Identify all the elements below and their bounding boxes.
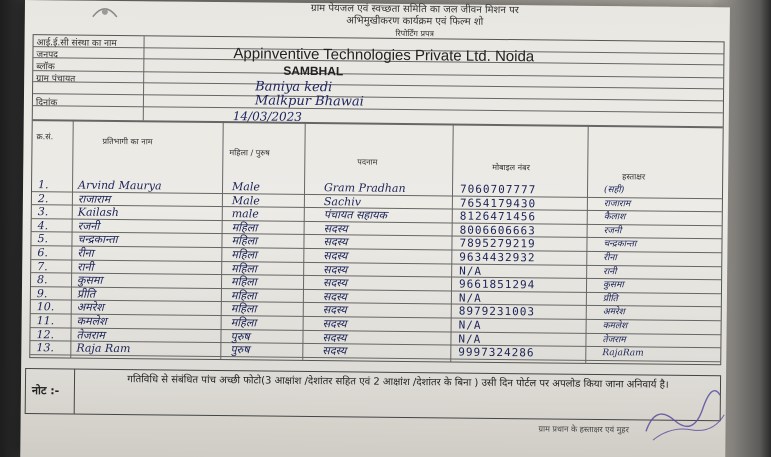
col-gender: महिला / पुरुष bbox=[229, 148, 270, 158]
cell-designation: सदस्य bbox=[322, 303, 347, 317]
cell-sno: 5. bbox=[37, 232, 49, 246]
date-label: दिनांक bbox=[35, 98, 58, 109]
cell-name: अमरेश bbox=[76, 300, 104, 315]
cell-signature: रानी bbox=[603, 266, 617, 277]
cell-name: Raja Ram bbox=[76, 341, 131, 356]
cell-mobile: 8006606663 bbox=[459, 223, 536, 238]
cell-signature: (सही) bbox=[603, 185, 625, 196]
cell-gender: महिला bbox=[230, 288, 257, 303]
note-label: नोट :- bbox=[31, 384, 60, 398]
cell-mobile: N/A bbox=[458, 318, 482, 332]
cell-gender: महिला bbox=[230, 316, 257, 330]
cell-designation: Sachiv bbox=[323, 194, 362, 209]
cell-gender: Male bbox=[231, 193, 260, 208]
cell-signature: कैलाश bbox=[603, 212, 626, 223]
cell-signature: रीना bbox=[603, 253, 617, 264]
cell-sno: 4. bbox=[37, 218, 49, 233]
cell-mobile: 7060707777 bbox=[459, 182, 537, 197]
cell-name: रानी bbox=[77, 260, 94, 274]
col-signature: हस्ताक्षर bbox=[622, 172, 646, 182]
cell-name: प्रीति bbox=[76, 287, 96, 301]
cell-gender: महिला bbox=[230, 302, 257, 316]
cell-sno: 1. bbox=[37, 178, 49, 192]
cell-mobile: 8126471456 bbox=[459, 209, 537, 224]
cell-sno: 10. bbox=[36, 300, 55, 314]
note-text: गतिविधि से संबंधित पांच अच्छी फोटो(3 आक्षांश /देशांतर सहित एवं 2 आक्षांश /देशांतर के बिना ) उसी दिन पोर्टल पर अपलोड किया जाना अनिवार्य है। bbox=[127, 374, 669, 391]
cell-signature: रजनी bbox=[603, 225, 622, 237]
cell-name: रजनी bbox=[77, 219, 100, 233]
cell-designation: पंचायत सहायक bbox=[323, 208, 388, 222]
cell-signature: RajaRam bbox=[602, 348, 644, 359]
cell-designation: सदस्य bbox=[322, 276, 348, 290]
cell-name: चन्द्रकान्ता bbox=[77, 232, 118, 247]
cell-signature: प्रीति bbox=[602, 293, 618, 305]
cell-signature: अमरेश bbox=[602, 307, 625, 318]
panchayat-label: ग्राम पंचायत bbox=[36, 74, 76, 85]
cell-gender: पुरुष bbox=[230, 343, 250, 357]
logo-emblem-icon bbox=[90, 3, 120, 19]
cell-signature: राजाराम bbox=[603, 198, 631, 209]
reporting-form-sheet bbox=[20, 0, 730, 457]
district-value: SAMBHAL bbox=[283, 63, 344, 79]
agency-label: आई.ई.सी संस्था का नाम bbox=[36, 38, 117, 49]
district-label: जनपद bbox=[36, 50, 59, 61]
cell-signature: कमलेश bbox=[602, 321, 628, 332]
cell-designation: Gram Pradhan bbox=[323, 181, 406, 195]
cell-name: कमलेश bbox=[76, 314, 107, 328]
col-designation: पदनाम bbox=[357, 157, 378, 167]
title-line-2: अभिमुखीकरण कार्यक्रम एवं फिल्म शो bbox=[346, 15, 484, 28]
cell-sno: 8. bbox=[37, 273, 48, 287]
pradhan-signature-label: ग्राम प्रधान के हस्ताक्षर एवं मुहर bbox=[538, 424, 629, 435]
cell-designation: सदस्य bbox=[323, 249, 348, 263]
col-sno: क्र.सं. bbox=[36, 132, 54, 142]
col-mobile: मोबाइल नंबर bbox=[492, 162, 530, 173]
col-name: प्रतिभागी का नाम bbox=[102, 136, 153, 147]
cell-name: राजाराम bbox=[77, 192, 111, 206]
cell-mobile: 9661851294 bbox=[458, 277, 536, 292]
cell-signature: कुसमा bbox=[602, 280, 624, 291]
cell-name: Arvind Maurya bbox=[77, 178, 162, 193]
cell-sno: 13. bbox=[36, 341, 54, 355]
panchayat-value: Baniya kedi bbox=[255, 79, 333, 96]
cell-sno: 11. bbox=[36, 314, 55, 328]
cell-designation: सदस्य bbox=[322, 330, 347, 344]
cell-gender: महिला bbox=[231, 234, 258, 248]
cell-mobile: N/A bbox=[458, 332, 482, 346]
cell-gender: पुरुष bbox=[230, 329, 250, 343]
title-line-1: ग्राम पेयजल एवं स्वच्छता समिति का जल जीवन मिशन पर bbox=[310, 2, 519, 17]
cell-mobile: 9997324286 bbox=[458, 345, 535, 360]
cell-mobile: N/A bbox=[459, 264, 483, 278]
date-value: 14/03/2023 bbox=[232, 109, 303, 124]
cell-gender: male bbox=[231, 207, 259, 221]
cell-mobile: 9634432932 bbox=[459, 250, 536, 265]
panchayat-value-2: Malkpur Bhawai bbox=[254, 93, 364, 110]
cell-gender: महिला bbox=[231, 248, 257, 262]
cell-sno: 3. bbox=[37, 205, 49, 219]
cell-sno: 2. bbox=[37, 191, 49, 205]
cell-designation: सदस्य bbox=[323, 235, 348, 249]
cell-name: Kailash bbox=[77, 205, 119, 220]
cell-sno: 9. bbox=[36, 286, 48, 301]
cell-gender: महिला bbox=[231, 220, 258, 235]
cell-gender: महिला bbox=[231, 261, 257, 276]
block-label: ब्लॉक bbox=[36, 62, 55, 73]
cell-mobile: 8979231003 bbox=[458, 304, 536, 319]
cell-mobile: N/A bbox=[458, 291, 482, 305]
cell-sno: 7. bbox=[37, 259, 48, 273]
cell-gender: Male bbox=[231, 180, 260, 194]
cell-signature: तेजराम bbox=[602, 334, 626, 345]
cell-designation: सदस्य bbox=[322, 317, 347, 331]
cell-gender: महिला bbox=[230, 275, 257, 289]
agency-value: Appinventive Technologies Private Ltd. Noida bbox=[233, 45, 535, 66]
cell-name: रीना bbox=[77, 246, 94, 260]
cell-sno: 12. bbox=[36, 327, 55, 341]
cell-name: तेजराम bbox=[76, 328, 105, 342]
cell-designation: सदस्य bbox=[322, 289, 347, 304]
cell-name: कुसमा bbox=[77, 273, 103, 288]
title-line-3: रिपोर्टिंग प्रपत्र bbox=[395, 28, 435, 39]
cell-mobile: 7895279219 bbox=[459, 236, 536, 251]
cell-designation: सदस्य bbox=[323, 221, 348, 236]
cell-designation: सदस्य bbox=[323, 262, 348, 276]
note-box bbox=[25, 368, 721, 421]
jal-jeevan-logo bbox=[77, 3, 133, 32]
cell-mobile: 7654179430 bbox=[459, 196, 537, 210]
cell-designation: सदस्य bbox=[322, 344, 347, 358]
row-divider bbox=[31, 259, 721, 267]
cell-sno: 6. bbox=[37, 246, 48, 260]
cell-signature: चन्द्रकान्ता bbox=[603, 239, 637, 250]
form-grid bbox=[29, 34, 724, 365]
